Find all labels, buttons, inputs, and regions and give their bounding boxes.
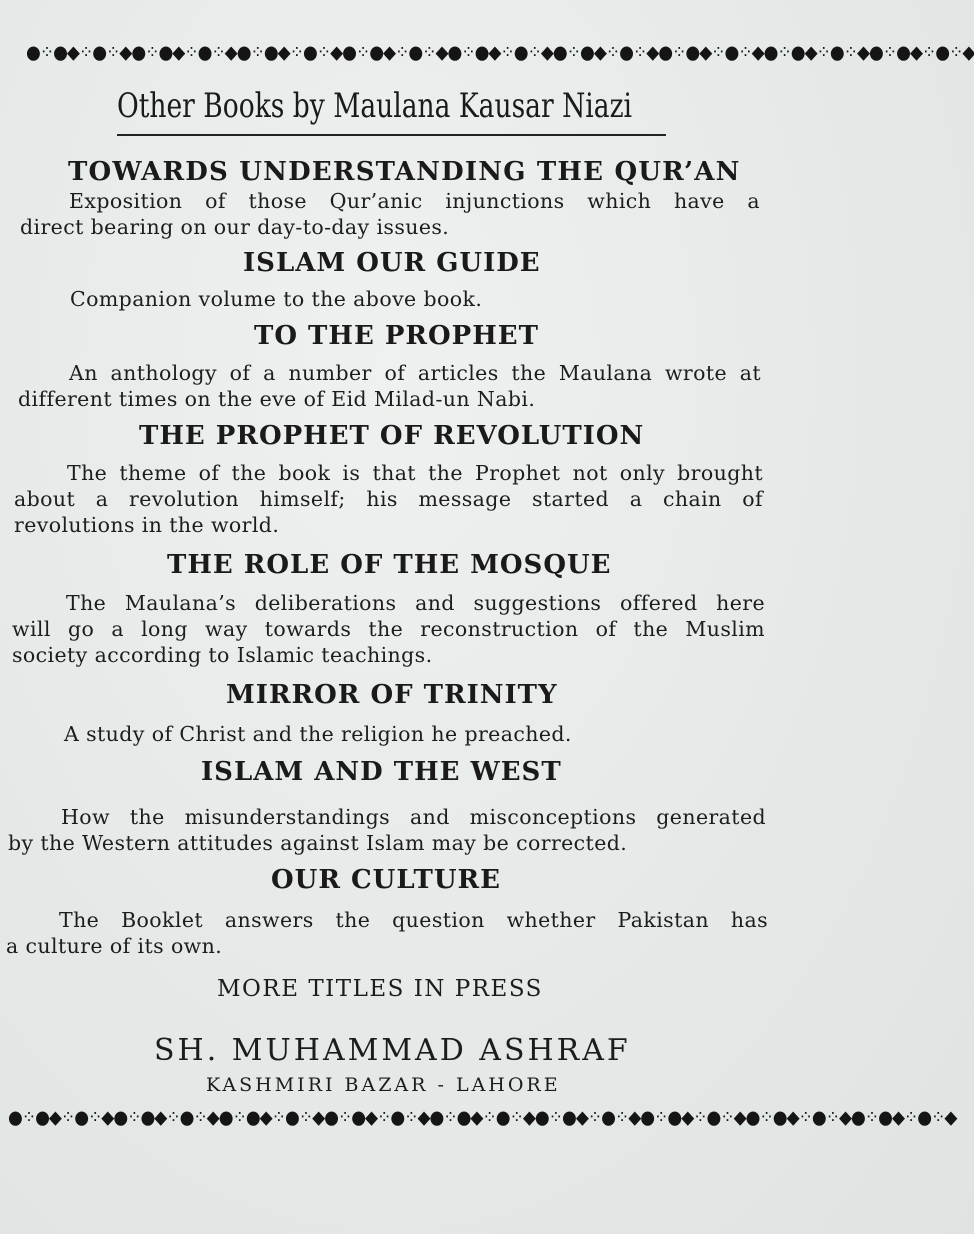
book-title-8: OUR CULTURE: [271, 865, 501, 895]
book-description-6: [64, 721, 764, 747]
book-title-1: TOWARDS UNDERSTANDING THE QUR’AN: [68, 157, 741, 187]
description-line: The theme of the book is that the Prophet not only brought: [67, 461, 763, 485]
description-line: How the misunderstandings and misconceptions generated: [61, 805, 766, 829]
book-description-7: [8, 804, 766, 856]
book-title-4: THE PROPHET OF REVOLUTION: [139, 421, 645, 451]
book-description-1: [20, 188, 760, 240]
book-description-2: [70, 286, 770, 312]
description-line: A study of Christ and the religion he preached.: [64, 722, 572, 746]
book-description-3: [18, 360, 761, 412]
description-line: Exposition of those Qur’anic injunctions which have a: [69, 189, 760, 213]
description-line: about a revolution himself; his message started a chain of: [14, 487, 763, 511]
description-line: The Maulana’s deliberations and suggestions offered here: [66, 591, 765, 615]
description-line: revolutions in the world.: [14, 513, 280, 537]
description-line: society according to Islamic teachings.: [12, 643, 433, 667]
book-title-5: THE ROLE OF THE MOSQUE: [167, 550, 612, 580]
description-line: The Booklet answers the question whether Pakistan has: [59, 908, 768, 932]
book-title-3: TO THE PROPHET: [254, 321, 539, 351]
book-description-5: [12, 590, 765, 668]
description-line: direct bearing on our day-to-day issues.: [20, 215, 450, 239]
bottom-ornamental-border: ●⁘●◆⁘●⁘◆●⁘●◆⁘●⁘◆●⁘●◆⁘●⁘◆●⁘●◆⁘●⁘◆●⁘●◆⁘●⁘◆●⁘●◆⁘●⁘◆●⁘●◆⁘●⁘◆●⁘●◆⁘●⁘◆●⁘●◆⁘●⁘◆: [8, 1107, 957, 1129]
top-ornamental-border: ●⁘●◆⁘●⁘◆●⁘●◆⁘●⁘◆●⁘●◆⁘●⁘◆●⁘●◆⁘●⁘◆●⁘●◆⁘●⁘◆●⁘●◆⁘●⁘◆●⁘●◆⁘●⁘◆●⁘●◆⁘●⁘◆●⁘●◆⁘●⁘◆: [26, 42, 974, 64]
book-title-2: ISLAM OUR GUIDE: [243, 248, 541, 278]
publisher-name: SH. MUHAMMAD ASHRAF: [154, 1033, 631, 1068]
heading-underline: [117, 134, 666, 136]
description-line: Companion volume to the above book.: [70, 287, 483, 311]
more-titles-note: MORE TITLES IN PRESS: [217, 976, 543, 1002]
book-title-7: ISLAM AND THE WEST: [201, 757, 562, 787]
book-title-6: MIRROR OF TRINITY: [226, 680, 558, 710]
description-line: An anthology of a number of articles the Maulana wrote at: [69, 361, 761, 385]
book-description-8: [6, 907, 768, 959]
description-line: a culture of its own.: [6, 934, 223, 958]
description-line: by the Western attitudes against Islam may be corrected.: [8, 831, 628, 855]
publisher-address: KASHMIRI BAZAR - LAHORE: [206, 1074, 561, 1096]
description-line: will go a long way towards the reconstruction of the Muslim: [12, 617, 765, 641]
book-description-4: [14, 460, 763, 538]
description-line: different times on the eve of Eid Milad-un Nabi.: [18, 387, 536, 411]
page-heading: Other Books by Maulana Kausar Niazi: [117, 86, 633, 126]
